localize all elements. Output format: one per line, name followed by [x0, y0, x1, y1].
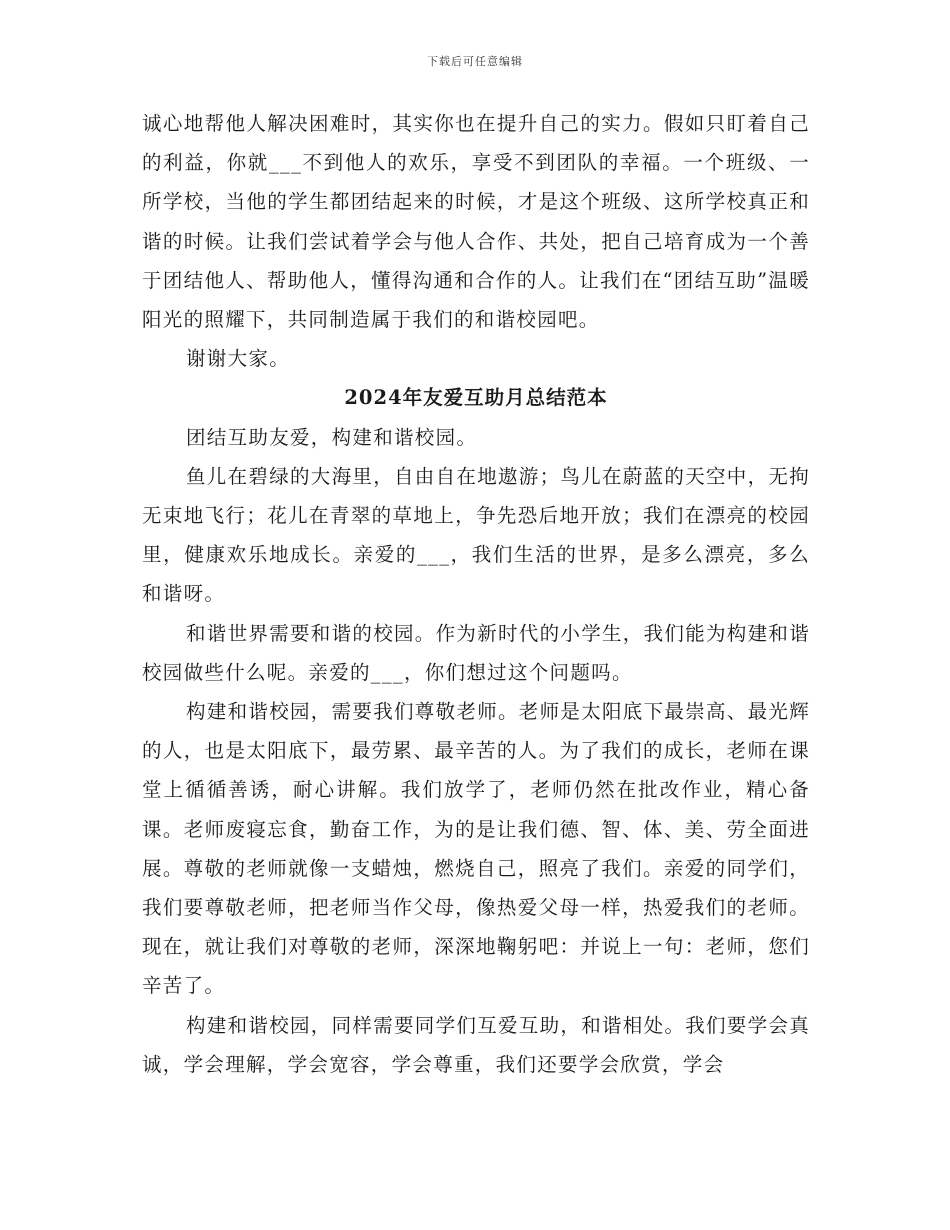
section-title: 2024年友爱互助月总结范本	[344, 386, 608, 410]
page-header: 下载后可任意编辑	[427, 55, 523, 68]
paragraph-theme: 团结互助友爱，构建和谐校园。	[186, 425, 478, 449]
paragraph-thanks: 谢谢大家。	[186, 347, 291, 371]
paragraph-mutual-help: 构建和谐校园，同样需要同学们互爱互助，和谐相处。我们要学会真诚，学会理解，学会宽容，学会尊重，我们还要学会欣赏，学会	[142, 1013, 811, 1076]
paragraph-continuation: 诚心地帮他人解决困难时，其实你也在提升自己的实力。假如只盯着自己的利益，你就___不到他人的欢乐，享受不到团队的幸福。一个班级、一所学校，当他的学生都团结起来的时候，才是这个班级、这所学校真正和谐的时候。让我们尝试着学会与他人合作、共处，把自己培育成为一个善于团结他人、帮助他人，懂得沟通和合作的人。让我们在“团结互助”温暖阳光的照耀下，共同制造属于我们的和谐校园吧。	[142, 112, 810, 332]
document-body	[142, 104, 810, 1084]
paragraph-respect-teachers: 构建和谐校园，需要我们尊敬老师。老师是太阳底下最崇高、最光辉的人，也是太阳底下，最劳累、最辛苦的人。为了我们的成长，老师在课堂上循循善诱，耐心讲解。我们放学了，老师仍然在批改作业，精心备课。老师废寝忘食，勤奋工作，为的是让我们德、智、体、美、劳全面进展。尊敬的老师就像一支蜡烛，燃烧自己，照亮了我们。亲爱的同学们，我们要尊敬老师，把老师当作父母，像热爱父母一样，热爱我们的老师。现在，就让我们对尊敬的老师，深深地鞠躬吧：并说上一句：老师，您们辛苦了。	[142, 700, 811, 998]
paragraph-harmonious-world: 和谐世界需要和谐的校园。作为新时代的小学生，我们能为构建和谐校园做些什么呢。亲爱的___，你们想过这个问题吗。	[142, 621, 811, 684]
paragraph-fish-birds: 鱼儿在碧绿的大海里，自由自在地遨游；鸟儿在蔚蓝的天空中，无拘无束地飞行；花儿在青翠的草地上，争先恐后地开放；我们在漂亮的校园里，健康欢乐地成长。亲爱的___，我们生活的世界，是多么漂亮，多么和谐呀。	[142, 464, 811, 606]
